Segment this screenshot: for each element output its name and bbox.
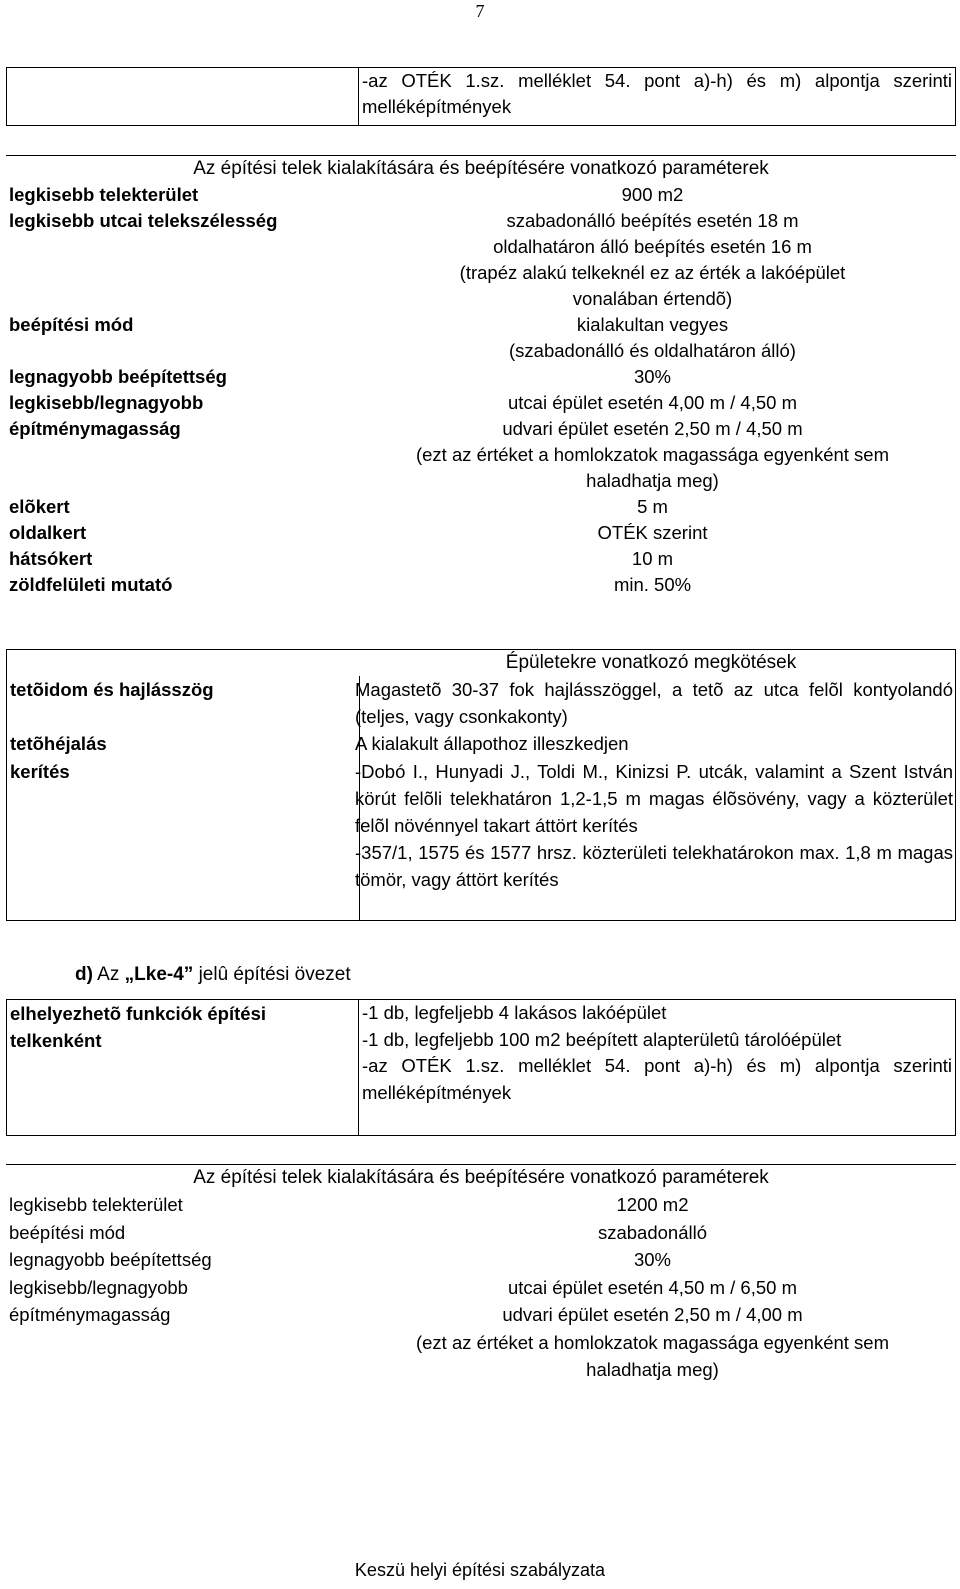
parameter-value-line: 30% xyxy=(633,366,672,387)
parameter-label: legkisebb telekterület xyxy=(9,1194,183,1215)
parameter-value xyxy=(349,364,956,390)
parameter-value xyxy=(349,494,956,520)
parameter-label: legnagyobb beépítettség xyxy=(9,366,227,387)
function-line: -1 db, legfeljebb 4 lakásos lakóépület xyxy=(362,1002,667,1023)
rule-label: kerítés xyxy=(10,761,70,782)
rules-title: Épületekre vonatkozó megkötések xyxy=(505,652,797,673)
rule-label: tetõhéjalás xyxy=(10,733,107,754)
parameter-value-line: udvari épület esetén 2,50 m / 4,50 m xyxy=(502,418,803,439)
parameter-value-line: min. 50% xyxy=(613,574,692,595)
parameter-value-line: utcai épület esetén 4,50 m / 6,50 m xyxy=(508,1276,797,1298)
parameter-label: oldalkert xyxy=(9,522,87,543)
functions-list xyxy=(359,1000,956,1136)
zone-code: „Lke-4” xyxy=(124,964,194,985)
parameter-value-line: szabadonálló beépítés esetén 18 m xyxy=(506,210,799,231)
parameter-row xyxy=(6,1246,956,1274)
parameter-label: zöldfelületi mutató xyxy=(9,574,173,595)
parameter-value-line: 1200 m2 xyxy=(616,1194,689,1215)
parameter-value xyxy=(349,546,956,572)
building-rules-box xyxy=(6,649,956,921)
parameters-table-2 xyxy=(6,1164,956,1384)
parameter-row xyxy=(6,1219,956,1247)
section-heading xyxy=(75,963,351,987)
parameter-value xyxy=(349,572,956,598)
section-text-before: Az xyxy=(97,964,120,985)
rule-value: -357/1, 1575 és 1577 hrsz. közterületi telekhatárokon max. 1,8 m magas tömör, vagy áttört kerítés xyxy=(355,842,953,890)
rule-label xyxy=(7,839,355,893)
parameter-row xyxy=(6,208,956,312)
parameter-value xyxy=(349,1219,956,1247)
functions-label: elhelyezhetõ funkciók építési telkenként xyxy=(7,1000,359,1136)
parameter-value xyxy=(349,520,956,546)
rule-row xyxy=(7,839,955,893)
parameter-value xyxy=(349,312,956,364)
rule-row xyxy=(7,758,955,839)
parameters-title: Az építési telek kialakítására és beépítésére vonatkozó paraméterek xyxy=(193,1167,769,1188)
parameter-value-line: haladhatja meg) xyxy=(586,470,719,491)
parameter-value xyxy=(349,390,956,494)
function-line: -1 db, legfeljebb 100 m2 beépített alapterületû tárolóépület xyxy=(362,1028,842,1050)
rule-row xyxy=(7,676,955,730)
parameter-row xyxy=(6,1274,956,1384)
parameter-value-line: OTÉK szerint xyxy=(597,522,708,543)
parameter-value-line: utcai épület esetén 4,00 m / 4,50 m xyxy=(508,392,797,413)
footer: Keszü helyi építési szabályzata xyxy=(354,1560,606,1580)
rule-row xyxy=(7,730,955,758)
parameter-row xyxy=(6,182,956,208)
parameter-value-line: (trapéz alakú telkeknél ez az érték a lakóépület xyxy=(459,262,846,283)
parameter-value-line: kialakultan vegyes xyxy=(576,314,729,335)
parameter-value-line: (szabadonálló és oldalhatáron álló) xyxy=(509,340,796,361)
top-box-text: -az OTÉK 1.sz. melléklet 54. pont a)-h) és m) alpontja szerinti melléképítmények xyxy=(359,68,956,126)
parameter-row xyxy=(6,520,956,546)
parameter-row xyxy=(6,1191,956,1219)
parameter-value xyxy=(349,182,956,208)
function-line: -az OTÉK 1.sz. melléklet 54. pont a)-h) és m) alpontja szerinti melléképítmények xyxy=(362,1055,952,1103)
parameter-label: beépítési mód xyxy=(9,1221,126,1243)
rule-value: A kialakult állapothoz illeszkedjen xyxy=(355,733,629,754)
parameter-row xyxy=(6,572,956,598)
top-box-label-cell xyxy=(7,68,359,126)
parameter-value-line: vonalában értendõ) xyxy=(572,288,733,309)
section-text-after: jelû építési övezet xyxy=(198,964,351,985)
parameter-row xyxy=(6,546,956,572)
top-functions-box xyxy=(6,67,956,126)
parameter-value-line: 10 m xyxy=(631,548,674,569)
parameter-value-line: oldalhatáron álló beépítés esetén 16 m xyxy=(493,236,812,257)
parameter-value-line: szabadonálló xyxy=(597,1221,708,1243)
parameter-label: hátsókert xyxy=(9,548,93,569)
section-prefix: d) xyxy=(75,964,93,985)
parameter-row xyxy=(6,312,956,364)
parameter-value-line: 900 m2 xyxy=(621,184,684,205)
parameter-row xyxy=(6,494,956,520)
parameter-label: legkisebb/legnagyobb építménymagasság xyxy=(9,1276,188,1325)
parameter-label: elõkert xyxy=(9,496,70,517)
parameter-value-line: haladhatja meg) xyxy=(586,1359,719,1380)
rule-value: -Dobó I., Hunyadi J., Toldi M., Kinizsi P. utcák, valamint a Szent István körút felõli telekhatáron 1,2-1,5 m magas élõsövény, vagy a közterület felõl növénnyel takart áttört kerítés xyxy=(355,761,953,836)
parameter-value-line: udvari épület esetén 2,50 m / 4,00 m xyxy=(502,1304,803,1325)
parameter-label: legkisebb telekterület xyxy=(9,184,199,205)
parameter-label: legnagyobb beépítettség xyxy=(9,1249,212,1270)
parameter-value-line: (ezt az értéket a homlokzatok magassága egyenként sem xyxy=(415,1331,890,1353)
parameters-title: Az építési telek kialakítására és beépítésére vonatkozó paraméterek xyxy=(193,158,769,179)
parameter-value-line: 30% xyxy=(633,1249,672,1270)
parameter-label: beépítési mód xyxy=(9,314,134,335)
parameter-value xyxy=(349,1246,956,1274)
parameter-row xyxy=(6,390,956,494)
parameter-label: legkisebb/legnagyobb építménymagasság xyxy=(9,392,204,439)
parameter-label: legkisebb utcai telekszélesség xyxy=(9,210,278,231)
parameter-value xyxy=(349,1191,956,1219)
rule-label: tetõidom és hajlásszög xyxy=(10,679,214,700)
rule-value: Magastetõ 30-37 fok hajlásszöggel, a tetõ az utca felõl kontyolandó (teljes, vagy csonkakonty) xyxy=(355,679,953,727)
parameters-table-1 xyxy=(6,155,956,598)
parameter-value-line: (ezt az értéket a homlokzatok magassága egyenként sem xyxy=(415,444,890,465)
parameter-value xyxy=(349,208,956,312)
parameter-row xyxy=(6,364,956,390)
parameter-value xyxy=(349,1274,956,1384)
parameter-value-line: 5 m xyxy=(637,496,668,517)
functions-box xyxy=(6,999,956,1136)
page-number: 7 xyxy=(475,1,485,21)
